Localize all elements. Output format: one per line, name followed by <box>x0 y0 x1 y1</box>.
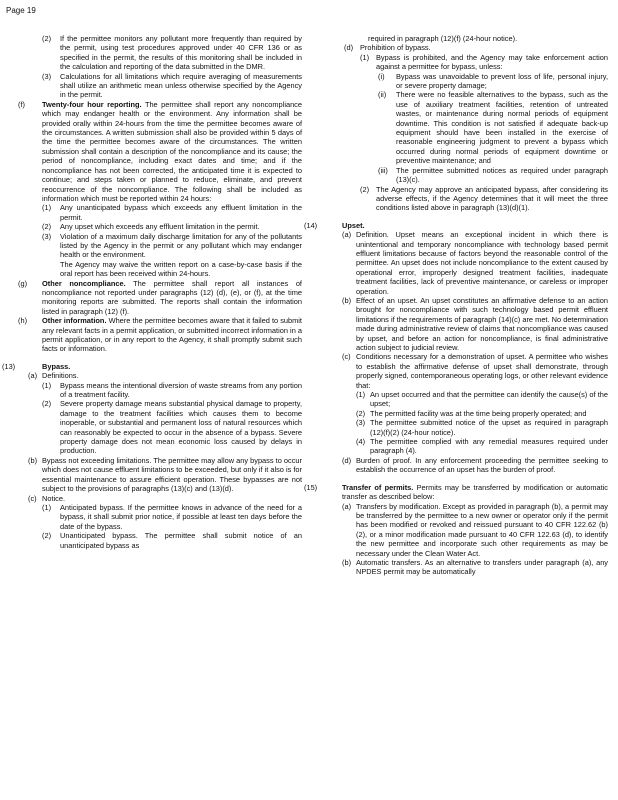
item-text: Any upset which exceeds any effluent limitation in the permit. <box>60 222 260 232</box>
item-text: Severe property damage means substantial physical damage to property, damage to the treatment facilities which causes them to become inoperable, or substantial and permanent loss of natural resources which can reasonably be expected to occur in the absence of a bypass. Severe property damage does not mean economic loss caused by delays in production. <box>60 399 302 456</box>
list-item <box>18 222 302 231</box>
list-item <box>320 185 608 213</box>
right-column <box>304 34 609 577</box>
item-text: An upset occurred and that the permittee can identify the cause(s) of the upset; <box>370 390 608 409</box>
item-label: (d) <box>342 455 352 465</box>
item-label: (2) <box>360 184 370 194</box>
list-item <box>320 409 608 418</box>
item-label: (2) <box>42 222 52 232</box>
list-item <box>18 100 302 203</box>
item-label: (3) <box>356 418 366 428</box>
list-item <box>18 456 302 494</box>
section-heading <box>2 362 302 371</box>
item-text: The permitted facility was at the time being properly operated; and <box>370 408 587 418</box>
list-item <box>18 316 302 354</box>
section-title: Transfer of permits. <box>342 482 414 492</box>
list-item <box>320 456 608 475</box>
item-text: Where the permittee becomes aware that it failed to submit any relevant facts in a permit application, or submitted incorrect information in a permit application, or in any report to the Agency, it shall promptly submit such facts or information. <box>42 316 302 354</box>
item-label: (b) <box>342 295 352 305</box>
list-item <box>320 558 608 577</box>
item-text: The permittee shall report any noncompliance which may endanger health or the environment. Any information shall be provided orally within 24-hours from the time the permittee becomes aware of the circumstances. A written submission shall also be provided within 5 days of the time the permittee becomes aware of the circumstances. The written submission shall contain a description of the noncompliance and its cause; the period of noncompliance, including exact dates and time; and if the noncompliance has not been corrected, the anticipated time it is expected to continue; and steps taken or planned to reduce, eliminate, and prevent reoccurrence of the noncompliance. The following shall be included as information which must be reported within 24 hours: <box>42 99 302 203</box>
list-item <box>320 53 608 72</box>
list-item <box>18 399 302 455</box>
item-title: Twenty-four hour reporting. <box>42 99 142 109</box>
item-label: (a) <box>342 230 352 240</box>
item-label: (iii) <box>378 165 388 175</box>
item-label: (h) <box>18 316 28 326</box>
item-text: Violation of a maximum daily discharge limitation for any of the pollutants listed by the Agency in the permit or any pollutant which may endanger health or the environment. <box>60 231 302 260</box>
item-text: Notice. <box>42 493 66 503</box>
list-item <box>18 203 302 222</box>
item-text: Definitions. <box>42 371 79 381</box>
item-label: (ii) <box>378 90 387 100</box>
item-label: (g) <box>18 278 28 288</box>
paragraph: The Agency may waive the written report on a case-by-case basis if the oral report has been received within 24-hours. <box>60 259 302 279</box>
item-label: (d) <box>344 43 354 53</box>
section-heading <box>304 221 608 230</box>
list-item <box>320 390 608 409</box>
item-text: Anticipated bypass. If the permittee knows in advance of the need for a bypass, it shall submit prior notice, if possible at least ten days before the date of the bypass. <box>60 502 302 531</box>
list-item <box>320 72 608 91</box>
section-number: (14) <box>304 220 318 230</box>
list-item <box>18 34 302 72</box>
list-item <box>320 296 608 352</box>
item-text: Unanticipated bypass. The permittee shall submit notice of an unanticipated bypass as <box>60 531 302 550</box>
item-title: Other information. <box>42 316 107 326</box>
section-heading <box>304 483 608 502</box>
left-column <box>2 34 302 550</box>
list-item <box>18 371 302 380</box>
item-text: Calculations for all limitations which require averaging of measurements shall utilize an arithmetic mean unless otherwise specified by the Agency in the permit. <box>60 71 302 100</box>
item-text: Any unanticipated bypass which exceeds any effluent limitation in the permit. <box>60 203 302 222</box>
item-text: Effect of an upset. An upset constitutes an affirmative defense to an action brought for noncompliance with such technology based permit effluent limitations if the requirements of paragraph (14)(c) are met. No determination made during administrative review of claims that noncompliance was caused by upset, and before an action for noncompliance, is final administrative action subject to judicial review. <box>356 295 608 352</box>
item-text: Bypass is prohibited, and the Agency may take enforcement action against a permittee for bypass, unless: <box>376 52 608 72</box>
item-label: (2) <box>42 531 52 541</box>
item-label: (2) <box>356 408 366 418</box>
item-label: (i) <box>378 71 385 81</box>
item-text: Bypass means the intentional diversion of waste streams from any portion of a treatment facility. <box>60 380 302 400</box>
section-text: Permits may be transferred by modification or automatic transfer as described below: <box>342 482 609 502</box>
item-label: (2) <box>42 399 52 409</box>
item-text: If the permittee monitors any pollutant more frequently than required by the permit, using test procedures approved under 40 CFR 136 or as specified in the permit, the results of this monitoring shall be included in the calculation and reporting of the data submitted in the DMR. <box>60 34 302 72</box>
item-text: Prohibition of bypass. <box>360 43 431 53</box>
item-text: Definition. Upset means an exceptional incident in which there is unintentional and temporary noncompliance with technology based permit effluent limitations because of factors beyond the reasonable control of the permittee. An upset does not include noncompliance to the extent caused by operational error, improperly designed treatment facilities, inadequate treatment facilities, lack of preventive maintenance, or careless or improper operation. <box>356 230 608 296</box>
section-number: (15) <box>304 482 318 492</box>
item-label: (f) <box>18 99 25 109</box>
item-label: (c) <box>342 352 351 362</box>
item-text: Bypass not exceeding limitations. The permittee may allow any bypass to occur which does not cause effluent limitations to be exceeded, but only if it also is for essential maintenance to assure efficient operation. These bypasses are not subject to the provisions of paragraphs (13)(c) and (13)(d). <box>42 455 302 494</box>
list-item <box>18 72 302 100</box>
item-text: The permittee complied with any remedial measures required under paragraph (4). <box>370 437 608 456</box>
item-text: Conditions necessary for a demonstration of upset. A permittee who wishes to establish the affirmative defense of upset shall demonstrate, through properly signed, contemporaneous operating logs, or other relevant evidence that: <box>356 352 608 390</box>
list-item <box>18 503 302 531</box>
item-label: (2) <box>42 34 52 43</box>
list-item <box>320 43 608 52</box>
list-item <box>18 531 302 550</box>
paragraph: required in paragraph (12)(f) (24-hour notice). <box>368 34 518 43</box>
item-text: The permittee submitted notice of the upset as required in paragraph (12)(f)(2) (24-hour notice). <box>370 418 608 437</box>
list-item <box>18 279 302 317</box>
section-title: Upset. <box>342 220 365 230</box>
item-text: The permittee shall report all instances of noncompliance not reported under paragraphs (12) (d), (e), or (f), at the time monitoring reports are submitted. The reports shall contain the information listed in paragraph (12) (f). <box>42 278 302 316</box>
item-label: (1) <box>356 390 366 400</box>
list-item <box>18 381 302 400</box>
list-item <box>320 166 608 185</box>
item-label: (3) <box>42 71 52 81</box>
list-item <box>320 90 608 165</box>
item-text: Bypass was unavoidable to prevent loss of life, personal injury, or severe property damage; <box>396 71 608 91</box>
item-label: (a) <box>342 501 352 511</box>
item-label: (1) <box>360 52 370 62</box>
item-text: Transfers by modification. Except as provided in paragraph (b), a permit may be transferred by the permittee to a new owner or operator only if the permit has been modified or revoked and reissued pursuant to 40 CFR 122.62 (b) (2), or a minor modification made pursuant to 40 CFR 122.63 (d), to identify the new permittee and incorporate such other requirements as may be necessary under the Clean Water Act. <box>356 501 608 558</box>
section-number: (13) <box>2 361 16 371</box>
item-label: (3) <box>42 231 52 241</box>
list-item <box>320 418 608 437</box>
item-label: (b) <box>342 557 352 567</box>
list-item <box>18 232 302 260</box>
item-text: Burden of proof. In any enforcement proceeding the permittee seeking to establish the occurrence of an upset has the burden of proof. <box>356 455 608 475</box>
item-text: The permittee submitted notices as required under paragraph (13)(c). <box>396 165 608 185</box>
item-label: (1) <box>42 380 52 390</box>
item-title: Other noncompliance. <box>42 278 126 288</box>
item-label: (1) <box>42 203 52 213</box>
list-item <box>320 352 608 390</box>
item-text: Automatic transfers. As an alternative to transfers under paragraph (a), any NPDES permit may be automatically <box>356 557 608 577</box>
section-title: Bypass. <box>42 361 71 371</box>
list-item <box>320 437 608 456</box>
list-item <box>320 230 608 296</box>
item-text: There were no feasible alternatives to the bypass, such as the use of auxiliary treatment facilities, retention of untreated wastes, or maintenance during normal periods of equipment downtime. This condition is not satisfied if adequate back-up equipment should have been installed in the exercise of reasonable engineering judgment to prevent a bypass which occurred during normal periods of equipment downtime or preventive maintenance; and <box>396 90 608 166</box>
item-text: The Agency may approve an anticipated bypass, after considering its adverse effects, if the Agency determines that it will meet the three conditions listed above in paragraph (13)(d)(1). <box>376 184 608 213</box>
item-label: (4) <box>356 437 366 447</box>
item-label: (a) <box>28 371 38 381</box>
item-label: (c) <box>28 493 37 503</box>
list-item <box>320 502 608 558</box>
list-item <box>18 494 302 503</box>
item-label: (b) <box>28 455 38 465</box>
item-label: (1) <box>42 502 52 512</box>
page-number: Page 19 <box>6 6 36 15</box>
